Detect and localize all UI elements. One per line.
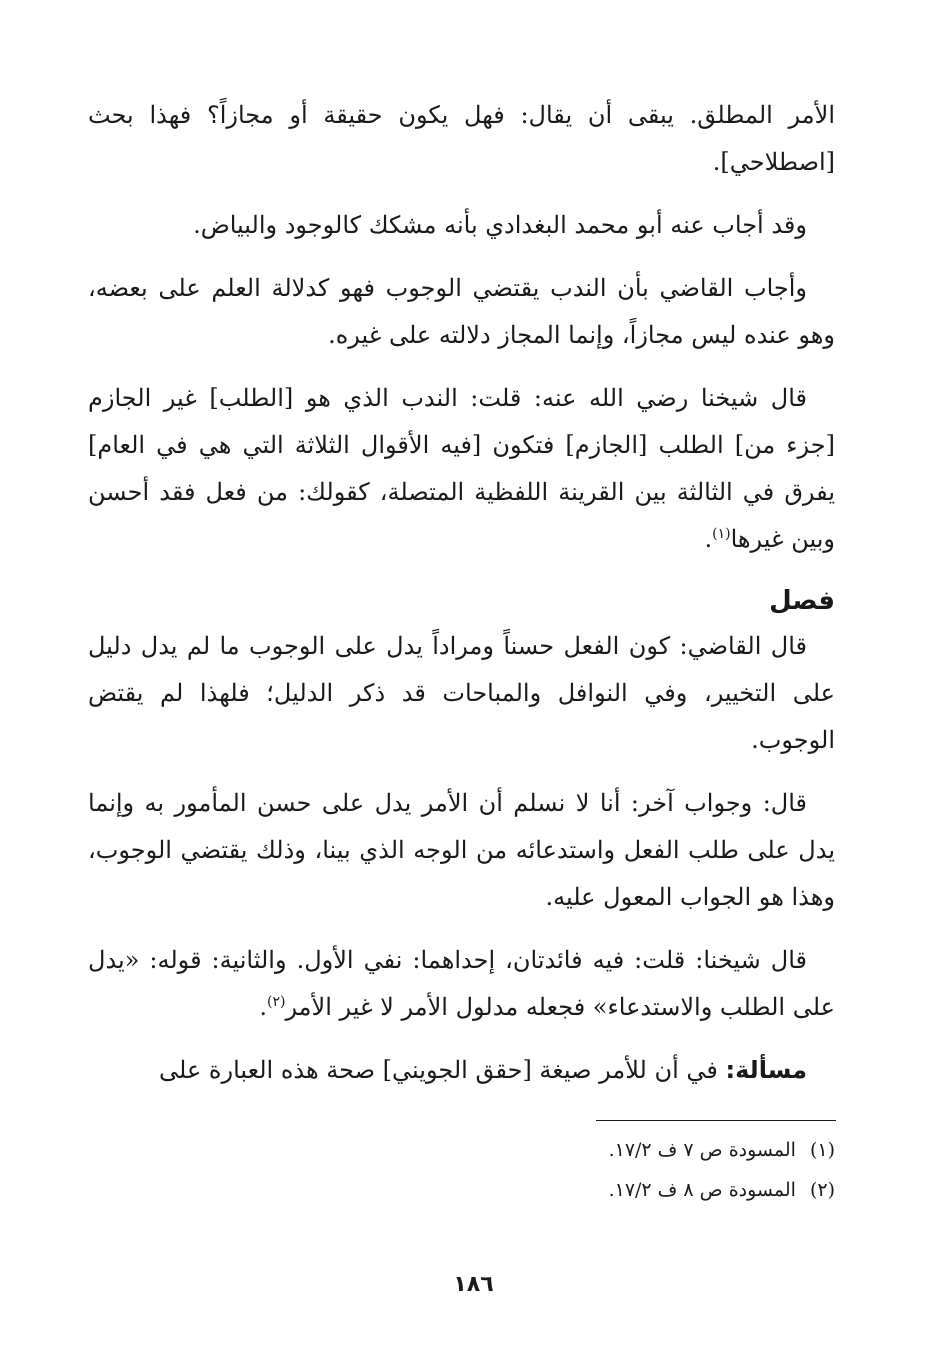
paragraph-1: الأمر المطلق. يبقى أن يقال: فهل يكون حقيقة أو مجازاً؟ فهذا بحث [اصطلاحي].: [88, 101, 835, 176]
footnote-ref-1: (١): [712, 526, 731, 542]
paragraph-4: [88, 375, 835, 563]
section-heading: فصل: [769, 586, 835, 616]
page-number: ١٨٦: [453, 1272, 494, 1297]
section-paragraph-2: قال: وجواب آخر: أنا لا نسلم أن الأمر يدل على حسن المأمور به وإنما يدل على طلب الفعل واستدعائه من الوجه الذي بينا، وذلك يقتضي الوجوب، وهذا هو الجواب المعول عليه.: [88, 789, 835, 911]
footnote-2: [315, 1170, 835, 1210]
masala-paragraph: [88, 1047, 835, 1094]
paragraph-4-end: .: [704, 525, 713, 553]
footnote-2-text: المسودة ص ٨ ف ١٧/٢.: [608, 1179, 796, 1201]
section-paragraph-1: قال القاضي: كون الفعل حسناً ومراداً يدل على الوجوب ما لم يدل دليل على التخيير، وفي النوافل والمباحات قد ذكر الدليل؛ فلهذا لم يقتض الوجوب.: [88, 632, 835, 754]
main-text: [88, 92, 835, 1110]
footnote-2-number: (٢): [809, 1179, 835, 1201]
paragraph-4-text: قال شيخنا رضي الله عنه: قلت: الندب الذي هو [الطلب] غير الجازم [جزء من] الطلب [الجازم] فتكون [فيه الأقوال الثلاثة التي هي في العام] يفرق في الثالثة بين القرينة اللفظية المتصلة، كقولك: من فعل فقد أحسن وبين غيرها: [88, 384, 835, 553]
masala-label: مسألة:: [725, 1056, 807, 1084]
paragraph-3: وأجاب القاضي بأن الندب يقتضي الوجوب فهو كدلالة العلم على بعضه، وهو عنده ليس مجازاً، وإنما المجاز دلالته على غيره.: [88, 274, 835, 349]
section-paragraph-3-text: قال شيخنا: قلت: فيه فائدتان، إحداهما: نفي الأول. والثانية: قوله: «يدل على الطلب والاستدعاء» فجعله مدلول الأمر لا غير الأمر: [88, 946, 835, 1021]
footnote-divider: [596, 1120, 836, 1121]
footnote-1-number: (١): [809, 1139, 835, 1161]
section-paragraph-3-end: .: [259, 993, 267, 1021]
paragraph-2: وقد أجاب عنه أبو محمد البغدادي بأنه مشكك كالوجود والبياض.: [193, 211, 807, 239]
section-paragraph-3: [88, 937, 835, 1031]
footnote-ref-2: (٢): [266, 994, 286, 1010]
footnote-1-text: المسودة ص ٧ ف ١٧/٢.: [608, 1139, 796, 1161]
footnote-1: [315, 1130, 835, 1170]
masala-text: في أن للأمر صيغة [حقق الجويني] صحة هذه العبارة على: [159, 1056, 718, 1084]
footnotes: [315, 1130, 835, 1210]
